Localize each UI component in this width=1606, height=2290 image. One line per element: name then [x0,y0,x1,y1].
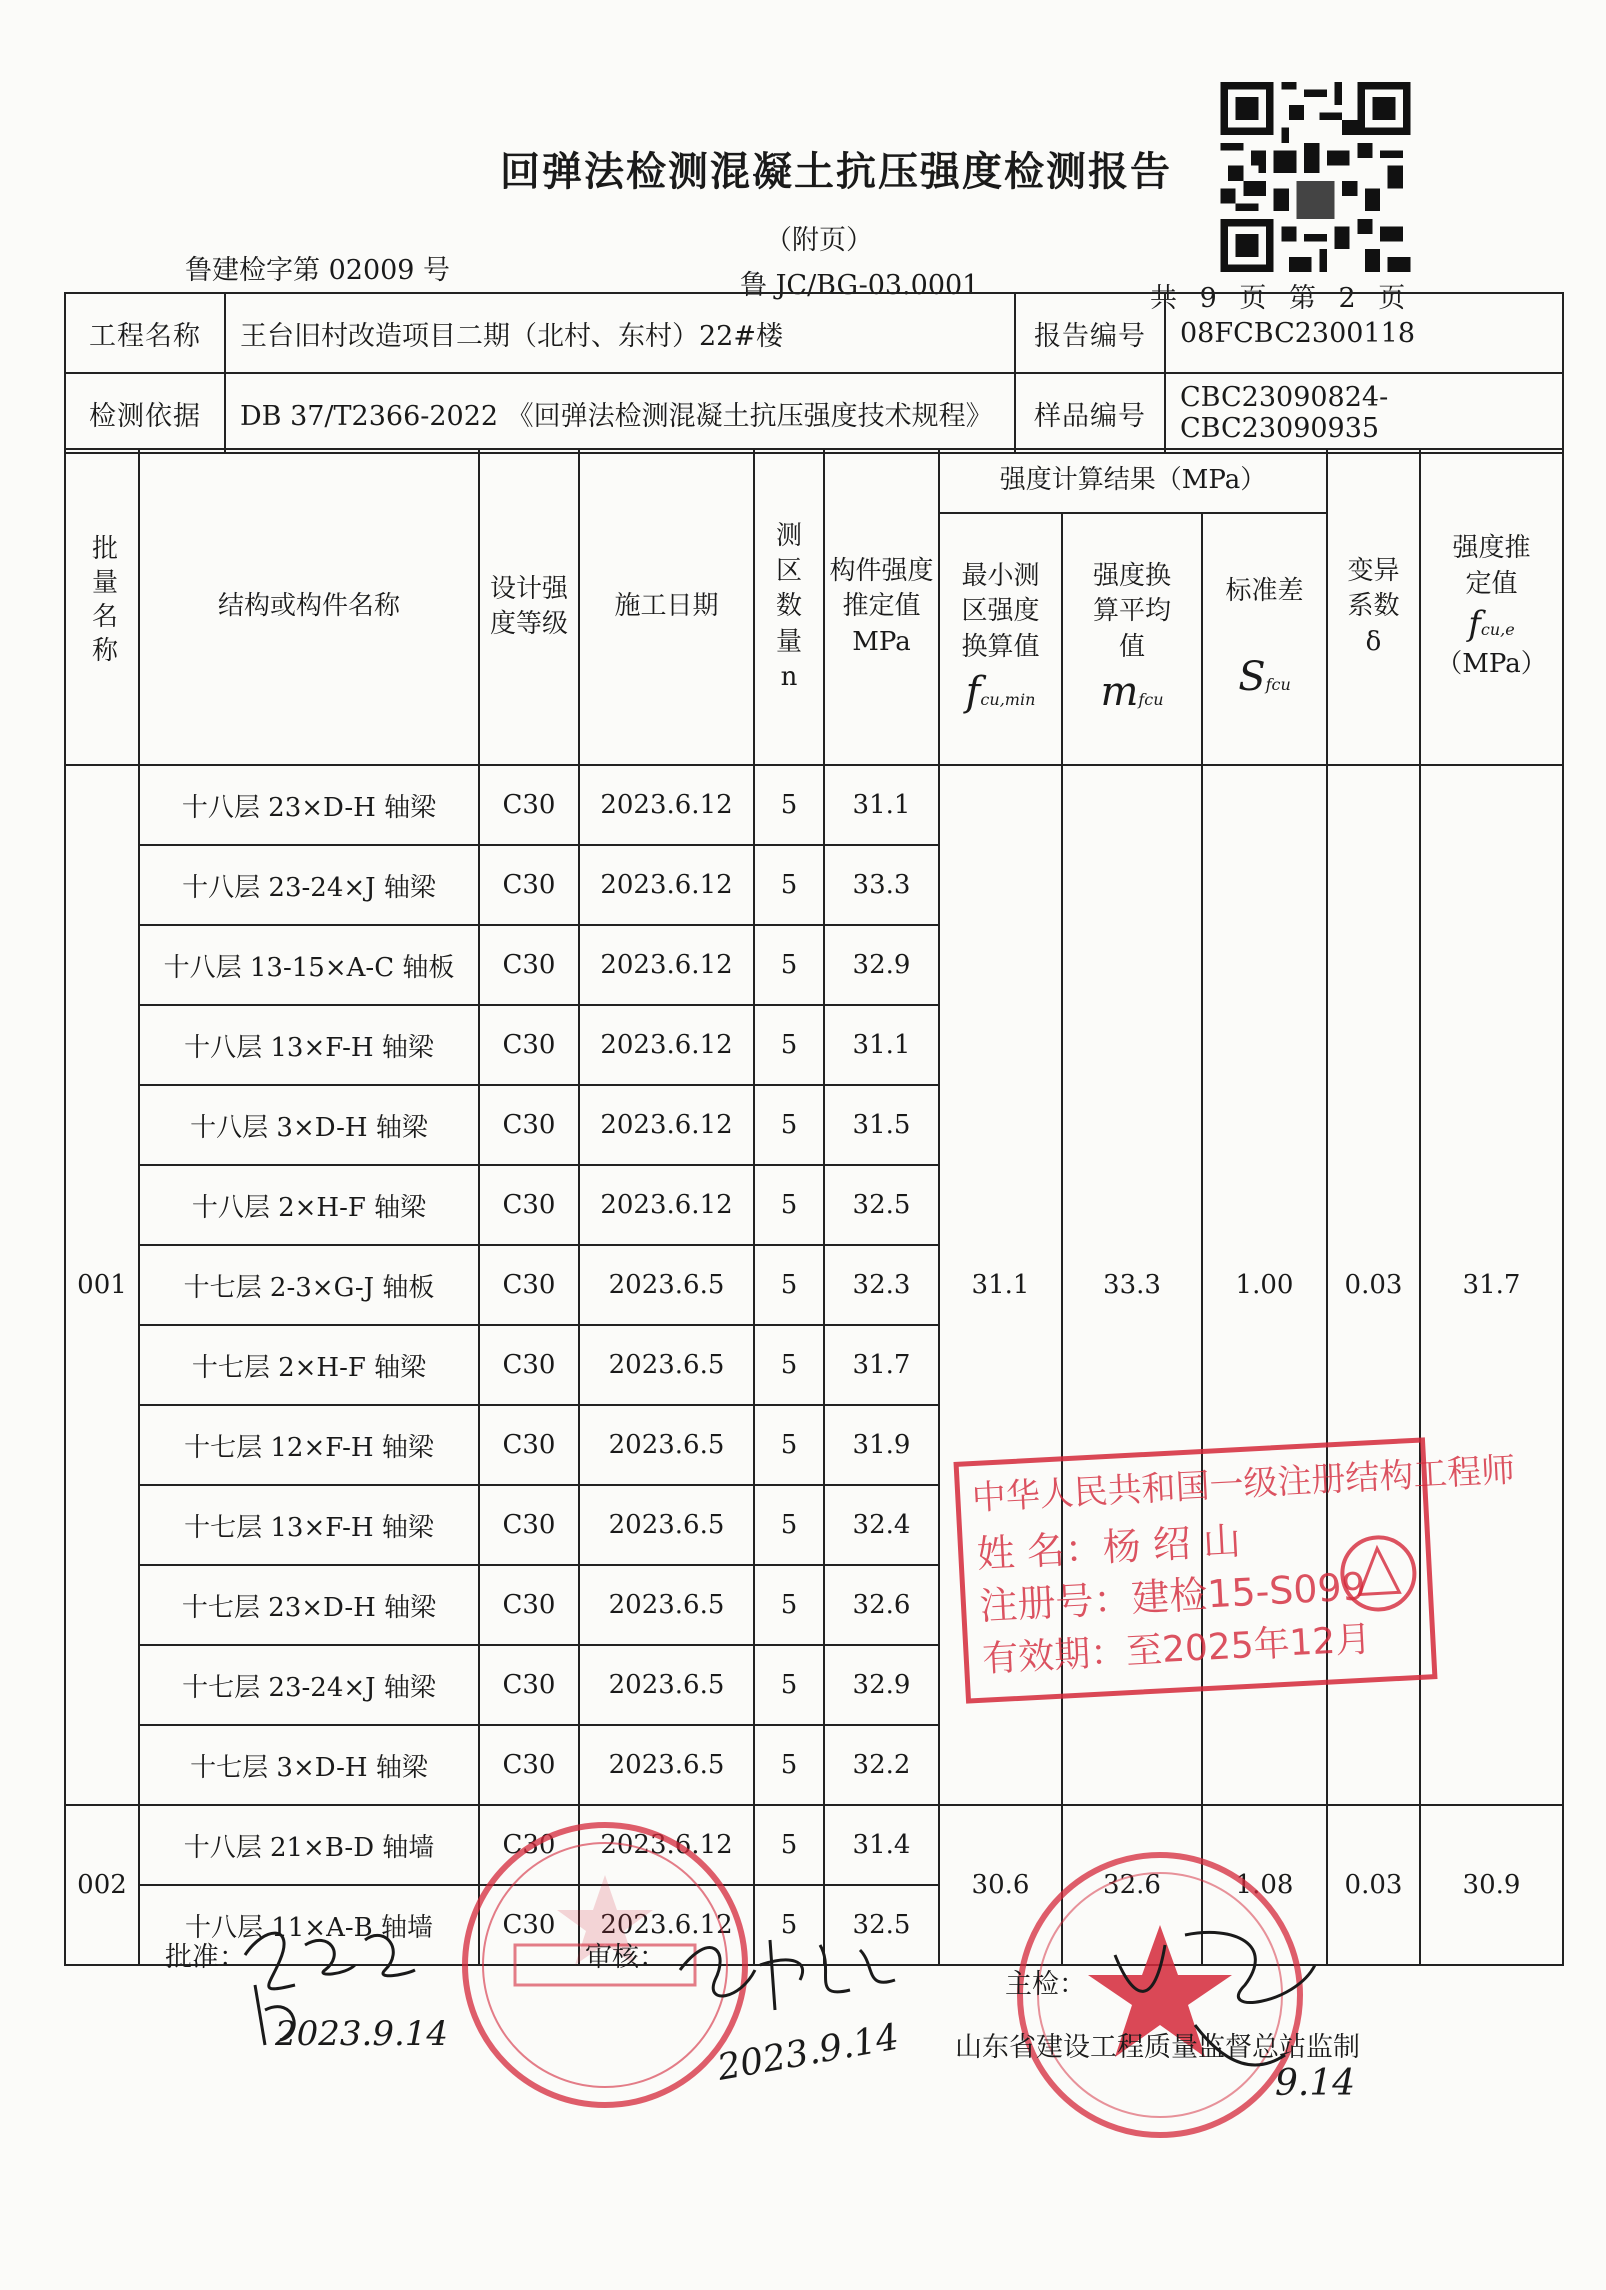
member-strength: 32.2 [824,1725,939,1805]
member-strength: 31.7 [824,1325,939,1405]
design-grade: C30 [479,1885,579,1965]
zone-count: 5 [754,845,824,925]
zone-count: 5 [754,1805,824,1885]
zone-count: 5 [754,1165,824,1245]
design-grade: C30 [479,925,579,1005]
review-label: 审核： [585,1942,666,1973]
construction-date: 2023.6.12 [579,1885,754,1965]
construction-date: 2023.6.12 [579,1005,754,1085]
col-batch: 批量名称 [65,449,139,765]
table-row [65,1805,1563,1885]
inspect-label: 主检： [1005,1969,1086,2000]
qr-code-icon [1218,82,1413,272]
col-cv: 变异系数δ [1327,449,1420,765]
zone-count: 5 [754,1405,824,1485]
member-name: 十七层 23-24×J 轴梁 [139,1645,479,1725]
report-id-label: 报告编号 [1015,293,1165,373]
construction-date: 2023.6.5 [579,1325,754,1405]
member-strength: 32.5 [824,1165,939,1245]
design-grade: C30 [479,1245,579,1325]
member-strength: 31.4 [824,1805,939,1885]
design-grade: C30 [479,1565,579,1645]
batch-std: 1.00 [1202,765,1327,1805]
design-grade: C30 [479,1165,579,1245]
report-id-value: 08FCBC2300118 [1165,293,1563,373]
member-strength: 32.9 [824,925,939,1005]
member-strength: 31.5 [824,1085,939,1165]
member-name: 十八层 2×H-F 轴梁 [139,1165,479,1245]
footer-issuer: 山东省建设工程质量监督总站监制 [955,2032,1360,2063]
header-row-1 [65,449,1563,513]
construction-date: 2023.6.5 [579,1725,754,1805]
col-calc-group: 强度计算结果（MPa） [939,449,1327,513]
member-name: 十八层 13×F-H 轴梁 [139,1005,479,1085]
zone-count: 5 [754,1885,824,1965]
engineer-stamp [952,1436,1517,1706]
batch-min: 31.1 [939,765,1062,1805]
standard-code: 鲁 JC/BG-03.0001 [740,270,980,301]
member-name: 十七层 12×F-H 轴梁 [139,1405,479,1485]
design-grade: C30 [479,1645,579,1725]
design-grade: C30 [479,765,579,845]
basis-label: 检测依据 [65,373,225,453]
member-name: 十八层 23×D-H 轴梁 [139,765,479,845]
member-strength: 31.1 [824,765,939,845]
member-strength: 33.3 [824,845,939,925]
batch-mean: 32.6 [1062,1805,1202,1965]
design-grade: C30 [479,1725,579,1805]
member-name: 十七层 23×D-H 轴梁 [139,1565,479,1645]
batch-cv: 0.03 [1327,1805,1420,1965]
design-grade: C30 [479,1485,579,1565]
batch-std: 1.08 [1202,1805,1327,1965]
construction-date: 2023.6.12 [579,1085,754,1165]
approve-label: 批准： [165,1942,246,1973]
member-name: 十八层 21×B-D 轴墙 [139,1805,479,1885]
member-name: 十八层 13-15×A-C 轴板 [139,925,479,1005]
zone-count: 5 [754,1005,824,1085]
batch-name: 002 [65,1805,139,1965]
batch-est: 31.7 [1420,765,1563,1805]
member-strength: 31.1 [824,1005,939,1085]
construction-date: 2023.6.12 [579,765,754,845]
stamp-line-4: 有效期：至2025年12月 [981,1618,1373,1681]
report-title: 回弹法检测混凝土抗压强度检测报告 [500,148,1172,195]
info-row-basis [65,373,1563,453]
construction-date: 2023.6.5 [579,1405,754,1485]
construction-date: 2023.6.5 [579,1645,754,1725]
zone-count: 5 [754,1325,824,1405]
zone-count: 5 [754,765,824,845]
zone-count: 5 [754,1645,824,1725]
member-name: 十七层 2×H-F 轴梁 [139,1325,479,1405]
results-body [65,765,1563,1965]
batch-min: 30.6 [939,1805,1062,1965]
member-name: 十七层 3×D-H 轴梁 [139,1725,479,1805]
construction-date: 2023.6.5 [579,1565,754,1645]
col-zones: 测区数量n [754,449,824,765]
batch-est: 30.9 [1420,1805,1563,1965]
col-std: 标准差 Sfcu [1202,513,1327,765]
batch-cv: 0.03 [1327,765,1420,1805]
report-number: 鲁建检字第 02009 号 [185,255,451,286]
member-name: 十七层 13×F-H 轴梁 [139,1485,479,1565]
construction-date: 2023.6.5 [579,1245,754,1325]
inspect-signature-icon [1095,1905,1365,2105]
sample-id-label: 样品编号 [1015,373,1165,453]
col-mean: 强度换算平均值 mfcu [1062,513,1202,765]
member-name: 十八层 11×A-B 轴墙 [139,1885,479,1965]
design-grade: C30 [479,1805,579,1885]
member-name: 十七层 2-3×G-J 轴板 [139,1245,479,1325]
page-info: 共 9 页 第 2 页 [1150,283,1406,314]
design-grade: C30 [479,1325,579,1405]
col-member: 结构或构件名称 [139,449,479,765]
batch-name: 001 [65,765,139,1805]
construction-date: 2023.6.12 [579,925,754,1005]
zone-count: 5 [754,1565,824,1645]
col-design-grade: 设计强度等级 [479,449,579,765]
member-name: 十八层 23-24×J 轴梁 [139,845,479,925]
design-grade: C30 [479,1085,579,1165]
member-strength: 32.6 [824,1565,939,1645]
member-strength: 32.4 [824,1485,939,1565]
results-table [64,448,1564,1966]
review-signature-icon [660,1910,920,2090]
stamp-line-1: 中华人民共和国一级注册结构工程师 [970,1450,1517,1519]
member-strength: 32.5 [824,1885,939,1965]
member-strength: 31.9 [824,1405,939,1485]
design-grade: C30 [479,1005,579,1085]
zone-count: 5 [754,925,824,1005]
inspect-date: 9.14 [1275,2063,1356,2104]
design-grade: C30 [479,845,579,925]
info-row-project [65,293,1563,373]
sample-id-value: CBC23090824-CBC23090935 [1165,373,1563,453]
batch-mean: 33.3 [1062,765,1202,1805]
table-row [65,765,1563,845]
basis-value: DB 37/T2366-2022 《回弹法检测混凝土抗压强度技术规程》 [225,373,1015,453]
project-value: 王台旧村改造项目二期（北村、东村）22#楼 [225,293,1015,373]
col-estimate: 强度推定值 fcu,e （MPa） [1420,449,1563,765]
col-min: 最小测区强度换算值 fcu,min [939,513,1062,765]
zone-count: 5 [754,1485,824,1565]
stamp-line-3: 注册号：建检15-S099 [978,1564,1367,1629]
zone-count: 5 [754,1085,824,1165]
review-date: 2023.9.14 [714,2016,902,2089]
construction-date: 2023.6.12 [579,1805,754,1885]
construction-date: 2023.6.5 [579,1485,754,1565]
report-subtitle: （附页） [765,225,873,256]
zone-count: 5 [754,1725,824,1805]
construction-date: 2023.6.12 [579,845,754,925]
member-strength: 32.9 [824,1645,939,1725]
member-strength: 32.3 [824,1245,939,1325]
approve-signature-icon [235,1915,455,2075]
col-date: 施工日期 [579,449,754,765]
info-table [64,292,1564,454]
col-member-strength: 构件强度推定值MPa [824,449,939,765]
project-label: 工程名称 [65,293,225,373]
approve-date: 2023.9.14 [275,2014,449,2054]
stamp-line-2: 姓 名：杨 绍 山 [975,1518,1242,1577]
member-name: 十八层 3×D-H 轴梁 [139,1085,479,1165]
zone-count: 5 [754,1245,824,1325]
construction-date: 2023.6.12 [579,1165,754,1245]
design-grade: C30 [479,1405,579,1485]
